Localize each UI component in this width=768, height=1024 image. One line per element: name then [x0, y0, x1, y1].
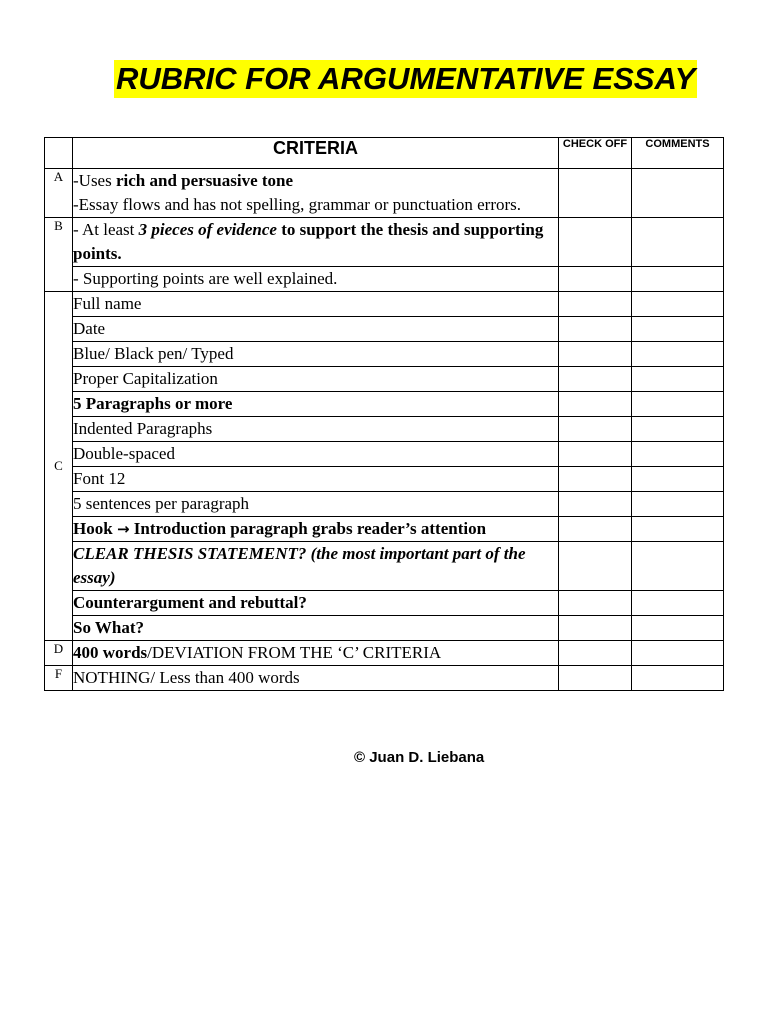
criterion-segment: Hook: [73, 519, 117, 538]
criterion-text: [73, 392, 559, 417]
criterion-segment: 5 sentences per paragraph: [73, 494, 250, 513]
check-off-cell[interactable]: [559, 666, 632, 691]
check-off-cell[interactable]: [559, 317, 632, 342]
table-row: [45, 317, 724, 342]
criterion-segment: Proper Capitalization: [73, 369, 218, 388]
check-off-cell[interactable]: [559, 641, 632, 666]
criterion-segment: -Uses: [73, 171, 116, 190]
table-row: [45, 342, 724, 367]
criterion-segment: 5 Paragraphs or more: [73, 394, 233, 413]
copyright-footer: © Juan D. Liebana: [354, 749, 485, 766]
table-row: [45, 218, 724, 267]
criterion-text: [73, 517, 559, 542]
header-letter-cell: [45, 138, 73, 169]
check-off-cell[interactable]: [559, 218, 632, 267]
table-row: [45, 492, 724, 517]
check-off-cell[interactable]: [559, 367, 632, 392]
criterion-segment: 400 words: [73, 643, 148, 662]
criterion-segment: Double-spaced: [73, 444, 175, 463]
comments-cell[interactable]: [632, 317, 724, 342]
table-row: [45, 467, 724, 492]
criterion-text: [73, 666, 559, 691]
check-off-cell[interactable]: [559, 616, 632, 641]
table-row: [45, 392, 724, 417]
header-check-off: CHECK OFF: [559, 138, 632, 169]
criterion-segment: Counterargument and rebuttal?: [73, 593, 307, 612]
criterion-segment: Font 12: [73, 469, 126, 488]
criterion-text: [73, 467, 559, 492]
grade-letter: A: [45, 169, 73, 218]
check-off-cell[interactable]: [559, 542, 632, 591]
comments-cell[interactable]: [632, 542, 724, 591]
criterion-text: [73, 317, 559, 342]
comments-cell[interactable]: [632, 492, 724, 517]
comments-cell[interactable]: [632, 517, 724, 542]
comments-cell[interactable]: [632, 342, 724, 367]
criterion-text: [73, 616, 559, 641]
comments-cell[interactable]: [632, 267, 724, 292]
arrow-right-icon: →: [116, 520, 130, 538]
criterion-segment: Date: [73, 319, 106, 338]
comments-cell[interactable]: [632, 467, 724, 492]
check-off-cell[interactable]: [559, 392, 632, 417]
criterion-text: [73, 367, 559, 392]
criterion-segment: Blue/ Black pen/ Typed: [73, 344, 234, 363]
criterion-text: [73, 641, 559, 666]
criterion-text: [73, 218, 559, 267]
criterion-text: [73, 169, 559, 218]
criterion-text: [73, 542, 559, 591]
check-off-cell[interactable]: [559, 292, 632, 317]
header-comments: COMMENTS: [632, 138, 724, 169]
table-row: [45, 169, 724, 218]
criterion-text: [73, 342, 559, 367]
criterion-segment: - Supporting points are well explained.: [73, 269, 338, 288]
check-off-cell[interactable]: [559, 342, 632, 367]
table-row: [45, 641, 724, 666]
grade-letter: D: [45, 641, 73, 666]
criterion-text: [73, 442, 559, 467]
title-block: [114, 60, 697, 98]
criterion-segment: - At least: [73, 220, 139, 239]
table-row: [45, 591, 724, 616]
comments-cell[interactable]: [632, 218, 724, 267]
comments-cell[interactable]: [632, 169, 724, 218]
table-row: [45, 542, 724, 591]
comments-cell[interactable]: [632, 591, 724, 616]
criterion-segment: Introduction paragraph grabs reader’s attention: [129, 519, 487, 538]
criterion-text: [73, 292, 559, 317]
criterion-text: [73, 417, 559, 442]
grade-letter: B: [45, 218, 73, 292]
check-off-cell[interactable]: [559, 169, 632, 218]
criterion-segment: -Essay flows and has not spelling, grammar or punctuation errors.: [73, 195, 522, 214]
comments-cell[interactable]: [632, 392, 724, 417]
comments-cell[interactable]: [632, 616, 724, 641]
header-row: [45, 138, 724, 169]
comments-cell[interactable]: [632, 367, 724, 392]
criterion-segment: So What?: [73, 618, 145, 637]
check-off-cell[interactable]: [559, 517, 632, 542]
criterion-text: [73, 267, 559, 292]
check-off-cell[interactable]: [559, 442, 632, 467]
comments-cell[interactable]: [632, 417, 724, 442]
criterion-segment: 3 pieces of evidence: [138, 220, 277, 239]
comments-cell[interactable]: [632, 641, 724, 666]
table-row: [45, 417, 724, 442]
header-criteria: CRITERIA: [73, 138, 559, 169]
table-row: [45, 666, 724, 691]
criterion-segment: Indented Paragraphs: [73, 419, 213, 438]
criterion-segment: /DEVIATION FROM THE ‘C’ CRITERIA: [147, 643, 442, 662]
table-row: [45, 267, 724, 292]
table-row: [45, 367, 724, 392]
criterion-segment: NOTHING/ Less than 400 words: [73, 668, 300, 687]
check-off-cell[interactable]: [559, 492, 632, 517]
grade-letter: F: [45, 666, 73, 691]
page-title: RUBRIC FOR ARGUMENTATIVE ESSAY: [116, 61, 696, 96]
comments-cell[interactable]: [632, 292, 724, 317]
criterion-segment: CLEAR THESIS STATEMENT? (the most important part of the essay): [73, 544, 526, 587]
check-off-cell[interactable]: [559, 467, 632, 492]
check-off-cell[interactable]: [559, 591, 632, 616]
comments-cell[interactable]: [632, 666, 724, 691]
table-row: [45, 616, 724, 641]
criterion-segment: to support the thesis and supporting points.: [73, 220, 544, 263]
check-off-cell[interactable]: [559, 417, 632, 442]
criterion-text: [73, 492, 559, 517]
check-off-cell[interactable]: [559, 267, 632, 292]
rubric-table: [44, 137, 724, 691]
table-row: [45, 517, 724, 542]
criterion-segment: Full name: [73, 294, 142, 313]
criterion-text: [73, 591, 559, 616]
comments-cell[interactable]: [632, 442, 724, 467]
grade-letter: C: [45, 292, 73, 641]
criterion-segment: rich and persuasive tone: [115, 171, 294, 190]
table-row: [45, 292, 724, 317]
table-row: [45, 442, 724, 467]
